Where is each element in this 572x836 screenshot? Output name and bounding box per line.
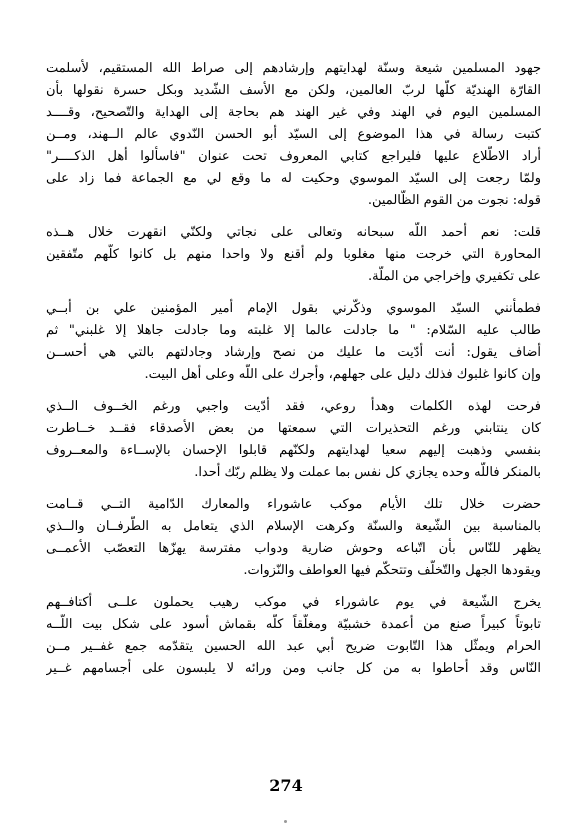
paragraph-5 bbox=[46, 494, 541, 582]
text-line: بنفسي وذهبت إليهم سعيا لهدايتهم ولكنّهم قابلوا الإحسان بالإســاءة والمعــروف bbox=[46, 443, 541, 458]
text-line: كان ينتابني ورغم التحذيرات التي سمعتها من بعض الأصدقاء فقــد خــاطرت bbox=[46, 421, 541, 436]
text-line: ولمّا رجعت إلى السيّد الموسوي وحكيت له ما وقع لي مع الجماعة فما زاد على bbox=[46, 171, 541, 186]
text-line: كتبت رسالة في هذا الموضوع إلى السيّد أبو الحسن النّدوي عالم الــهند، ومــن bbox=[46, 127, 541, 142]
text-line: ويقودها الجهل والتّخلّف وتتحكّم فيها العواطف والنّزوات. bbox=[243, 563, 541, 578]
text-line: أضاف يقول: أنت أدّيت ما عليك من نصح وإرشاد وجادلتهم بالتي هي أحســن bbox=[46, 345, 541, 360]
text-line: النّاس وقد أحاطوا به من كل جانب ومن ورائه لا يلبسون على أجسامهم غــير bbox=[46, 661, 541, 676]
text-line: تابوتاً كبيراً صنع من أعمدة خشبيّة ومغلّقاً كلّه بقماش أسود على شكل بيت اللّــه bbox=[46, 617, 541, 632]
paragraph-1 bbox=[46, 58, 541, 212]
text-line: طالب عليه السّلام: " ما جادلت عالما إلا غلبته وما جادلت جاهلا إلا غلبني" ثم bbox=[46, 323, 541, 338]
text-line: على تكفيري وإخراجي من الملّة. bbox=[367, 269, 541, 284]
text-line: قلت: نعم أحمد اللّه سبحانه وتعالى على نجاتي ولكنّي انقهرت خلال هــذه bbox=[46, 225, 541, 240]
text-line: المحاورة التي خرجت منها مغلوبا ولم أقنع ولا واحدا منهم بل كانوا كلّهم متّفقين bbox=[46, 247, 541, 262]
paragraph-6 bbox=[46, 592, 541, 680]
text-line: القارّة الهنديّة كلّها لربّ العالمين، ولكن مع الأسف الشّديد وبكل حسرة نقولها بأن bbox=[46, 83, 541, 98]
text-line: فطمأنني السيّد الموسوي وذكّرني بقول الإمام أمير المؤمنين علي بن أبــي bbox=[46, 301, 541, 316]
text-line: يخرج الشّيعة في يوم عاشوراء في موكب رهيب يحملون علــى أكتافــهم bbox=[46, 595, 541, 610]
paragraph-3 bbox=[46, 298, 541, 386]
paragraph-2 bbox=[46, 222, 541, 288]
paragraph-4 bbox=[46, 396, 541, 484]
text-line: بالمنكر فاللّه وحده يجازي كل نفس بما عملت ولا يظلم ربّك أحدا. bbox=[194, 465, 541, 480]
text-line: المسلمين اليوم في الهند وفي غير الهند هم بحاجة إلى الهداية والتّصحيح، وقــــد bbox=[46, 105, 541, 120]
text-line: وإن كانوا غلبوك فذلك دليل على جهلهم، وأجرك على اللّه وعلى أهل البيت. bbox=[144, 367, 541, 382]
text-line: فرحت لهذه الكلمات وهدأ روعي، فقد أدّيت واجبي ورغم الخــوف الــذي bbox=[46, 399, 541, 414]
text-line: قوله: نجوت من القوم الظّالمين. bbox=[367, 193, 541, 208]
page-number: 274 bbox=[269, 776, 303, 795]
text-line: حضرت خلال تلك الأيام موكب عاشوراء والمعارك الدّامية التــي قــامت bbox=[46, 497, 541, 512]
page-body bbox=[46, 58, 541, 680]
scan-speck bbox=[284, 820, 287, 823]
text-line: أراد الاطّلاع عليها فليراجع كتابي المعروف تحت عنوان "فاسألوا أهل الذكــــر" bbox=[46, 149, 541, 164]
text-line: يظهر للنّاس بأن اتّباعه وحوش ضارية ودواب مفترسة يهزّها التعصّب الأعمــى bbox=[46, 541, 541, 556]
text-line: جهود المسلمين شيعة وسنّة لهدايتهم وإرشادهم إلى صراط الله المستقيم، لأسلمت bbox=[46, 61, 541, 76]
text-line: الحرام ويمثّل هذا التّابوت ضريح أبي عبد الله الحسين يتقدّمه جمع غفــير مــن bbox=[46, 639, 541, 654]
text-line: بالمناسبة بين الشّيعة والسنّة وكرهت الإسلام الذي يتعامل به الطّرفــان والــذي bbox=[46, 519, 541, 534]
